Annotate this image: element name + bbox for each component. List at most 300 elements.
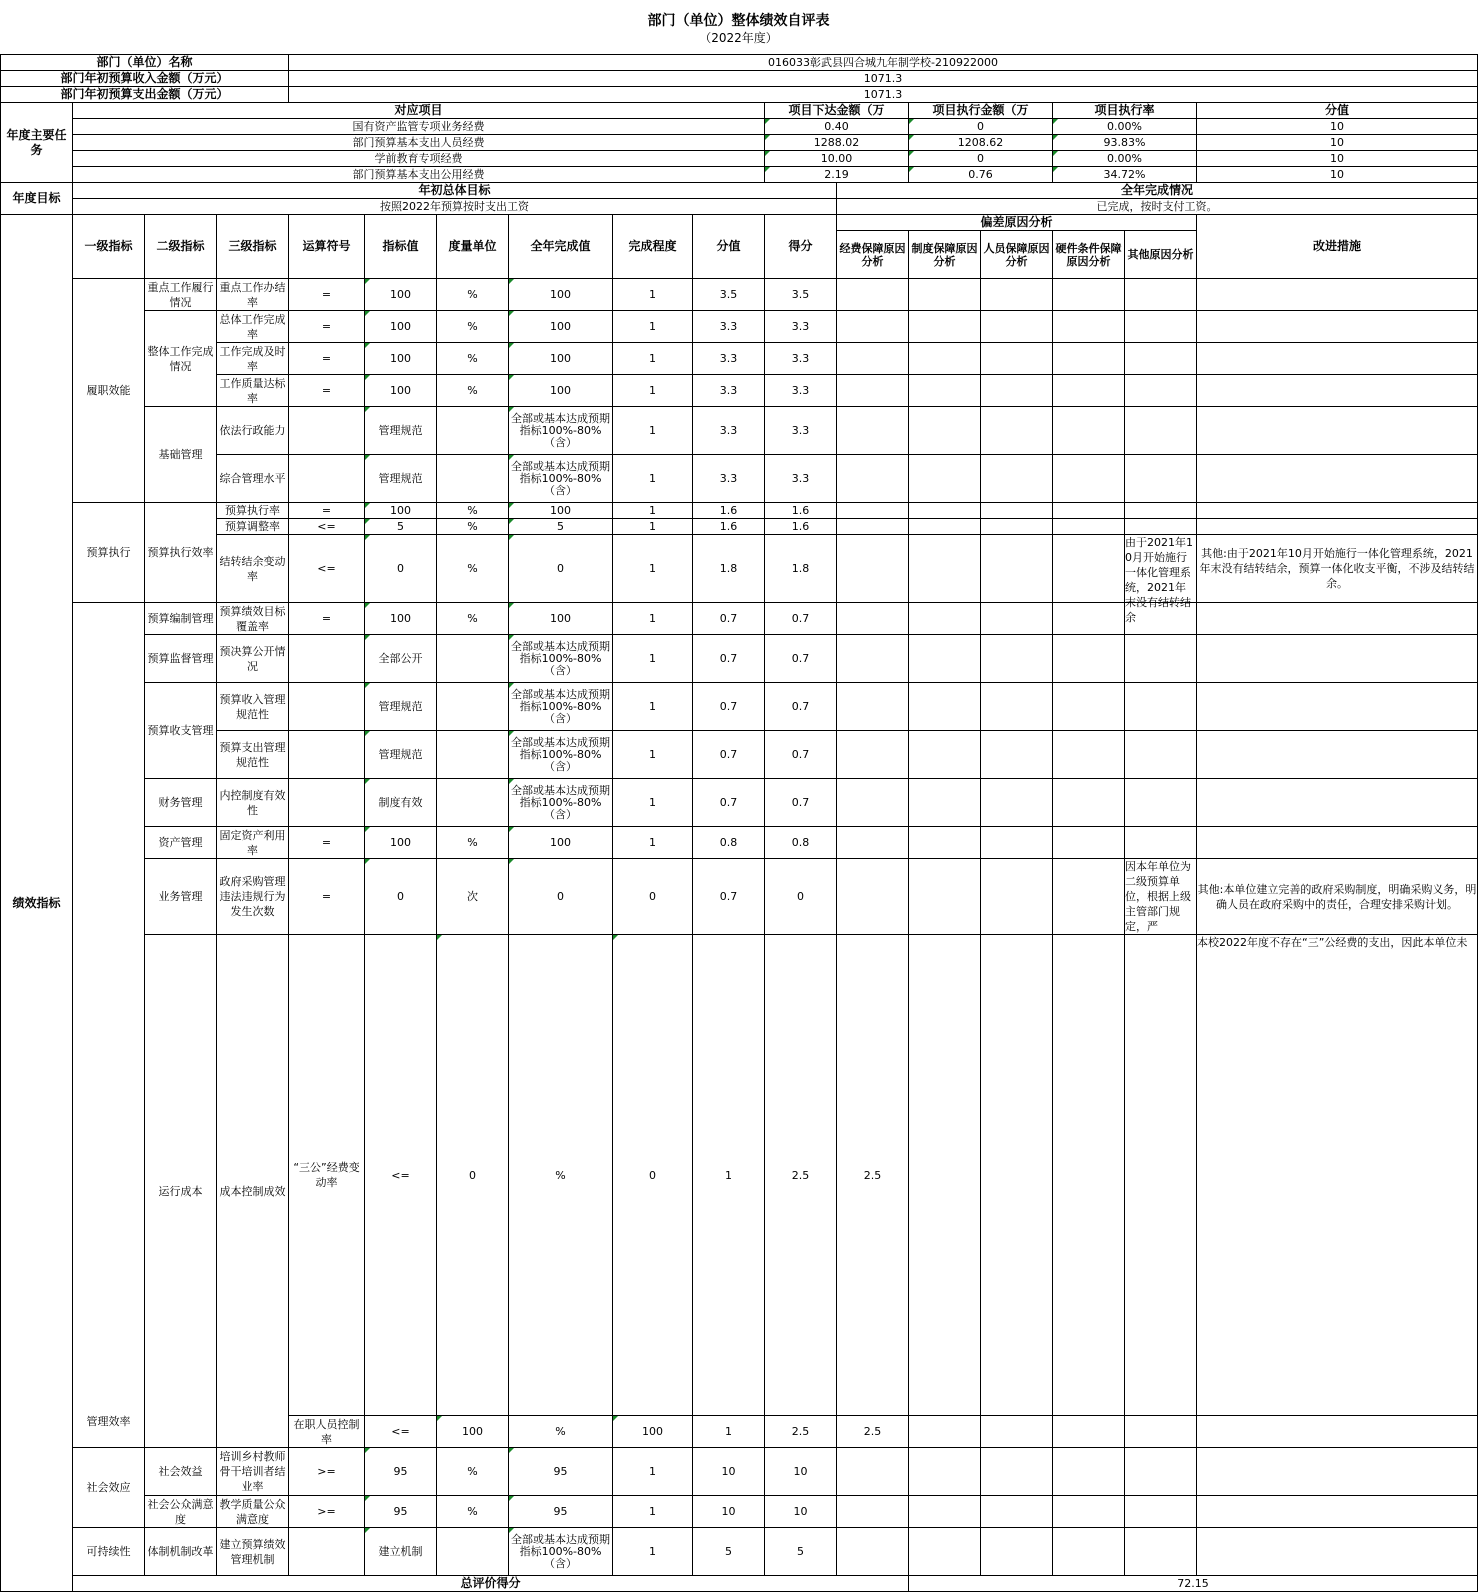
tasks-header-issued: 项目下达金额（万 <box>765 103 909 119</box>
task-row <box>1 151 1478 167</box>
unit-cell: % <box>437 375 509 407</box>
total-label: 总评价得分 <box>73 1576 909 1592</box>
got-cell: 10 <box>765 1448 837 1496</box>
indicator-row <box>1 731 1478 779</box>
score-cell: 0.7 <box>693 603 765 635</box>
degree-cell: 1 <box>613 635 693 683</box>
dept-name-row <box>1 55 1478 71</box>
actual-cell: 全部或基本达成预期指标100%-80%（含） <box>509 779 613 827</box>
got-cell: 3.3 <box>765 455 837 503</box>
staff-reason-cell <box>981 635 1053 683</box>
score-cell: 1.6 <box>693 519 765 535</box>
target-cell: 100 <box>365 503 437 519</box>
operator-cell: = <box>289 279 365 311</box>
funding-reason-cell <box>837 1528 909 1576</box>
evaluation-table <box>0 54 1478 1592</box>
funding-reason-cell <box>837 1496 909 1528</box>
task-row <box>1 167 1478 183</box>
operator-cell: <= <box>289 519 365 535</box>
dept-expense-label: 部门年初预算支出金额（万元） <box>1 87 289 103</box>
degree-cell: 1 <box>613 535 693 603</box>
actual-cell: 100 <box>509 343 613 375</box>
indicator-row <box>1 535 1478 603</box>
staff-reason-cell <box>981 407 1053 455</box>
staff-reason-cell <box>981 343 1053 375</box>
improve-header: 改进措施 <box>1197 215 1478 279</box>
funding-reason-cell <box>837 1448 909 1496</box>
operator-cell: <= <box>365 1416 437 1448</box>
level3-cell: 综合管理水平 <box>217 455 289 503</box>
perf-header-row <box>1 215 1478 231</box>
actual-cell: 100 <box>509 603 613 635</box>
score-cell: 1.8 <box>693 535 765 603</box>
system-reason-cell <box>909 407 981 455</box>
unit-cell: % <box>509 1416 613 1448</box>
actual-cell: 全部或基本达成预期指标100%-80%（含） <box>509 683 613 731</box>
target-cell: 0 <box>437 935 509 1416</box>
got-cell: 1.6 <box>765 503 837 519</box>
level2-cell: 业务管理 <box>145 859 217 935</box>
hardware-reason-cell <box>1125 1416 1197 1448</box>
tasks-header-project: 对应项目 <box>73 103 765 119</box>
target-cell: 管理规范 <box>365 455 437 503</box>
task-project: 国有资产监管专项业务经费 <box>73 119 765 135</box>
degree-cell: 1 <box>613 1528 693 1576</box>
other-reason-cell <box>1125 279 1197 311</box>
goal-header-completion: 全年完成情况 <box>837 183 1478 199</box>
target-cell: 95 <box>365 1496 437 1528</box>
hardware-reason-cell <box>1053 455 1125 503</box>
degree-cell: 1 <box>613 311 693 343</box>
indicator-row <box>1 503 1478 519</box>
funding-reason-cell <box>837 603 909 635</box>
system-reason-cell <box>909 455 981 503</box>
system-reason-cell <box>909 343 981 375</box>
target-cell: 全部公开 <box>365 635 437 683</box>
unit-cell: % <box>509 935 613 1416</box>
system-reason-cell <box>909 635 981 683</box>
staff-reason-cell <box>1053 1416 1125 1448</box>
task-executed: 0.76 <box>909 167 1053 183</box>
staff-reason-cell <box>981 455 1053 503</box>
hardware-reason-cell <box>1053 731 1125 779</box>
level3-cell: 建立预算绩效管理机制 <box>217 1528 289 1576</box>
staff-reason-cell <box>981 503 1053 519</box>
system-reason-cell <box>909 519 981 535</box>
funding-reason-cell <box>837 827 909 859</box>
level3-cell: 政府采购管理违法违规行为发生次数 <box>217 859 289 935</box>
indicator-row <box>1 779 1478 827</box>
level3-cell: 预算执行率 <box>217 503 289 519</box>
unit-cell: % <box>437 535 509 603</box>
level2-cell: 体制机制改革 <box>145 1528 217 1576</box>
got-cell: 1.6 <box>765 519 837 535</box>
task-executed: 1208.62 <box>909 135 1053 151</box>
level2-cell: 预算编制管理 <box>145 603 217 635</box>
target-cell: 管理规范 <box>365 683 437 731</box>
level2-cell: 成本控制成效 <box>217 935 289 1448</box>
hardware-reason-cell <box>1053 503 1125 519</box>
degree-cell: 0 <box>613 859 693 935</box>
degree-cell: 1 <box>613 375 693 407</box>
degree-cell: 1 <box>693 1416 765 1448</box>
staff-reason-cell <box>981 859 1053 935</box>
actual-cell: 全部或基本达成预期指标100%-80%（含） <box>509 731 613 779</box>
task-score: 10 <box>1197 119 1478 135</box>
level1-cell: 运行成本 <box>145 935 217 1448</box>
unit-cell: % <box>437 603 509 635</box>
degree-cell: 1 <box>613 1496 693 1528</box>
level3-cell: 结转结余变动率 <box>217 535 289 603</box>
task-project: 部门预算基本支出人员经费 <box>73 135 765 151</box>
unit-cell: % <box>437 311 509 343</box>
other-reason-cell <box>1197 1416 1478 1448</box>
funding-reason-cell <box>909 935 981 1416</box>
other-reason-cell <box>1125 779 1197 827</box>
score-cell: 3.3 <box>693 311 765 343</box>
staff-reason-cell <box>981 683 1053 731</box>
improve-cell <box>1197 503 1478 519</box>
hardware-reason-cell <box>1053 859 1125 935</box>
got-cell: 0.7 <box>765 603 837 635</box>
actual-cell: 100 <box>509 375 613 407</box>
other-reason-text: 本校2022年度不存在“三”公经费的支出，因此本单位未 <box>1197 936 1468 949</box>
actual-cell: 全部或基本达成预期指标100%-80%（含） <box>509 455 613 503</box>
system-reason-cell <box>909 503 981 519</box>
level1-cell: 履职效能 <box>73 279 145 503</box>
operator-cell: = <box>289 827 365 859</box>
unit-cell <box>437 635 509 683</box>
unit-cell <box>437 407 509 455</box>
system-reason-cell <box>909 779 981 827</box>
indicator-row <box>1 1448 1478 1496</box>
unit-cell: % <box>437 279 509 311</box>
deviation-header-system: 制度保障原因分析 <box>909 231 981 279</box>
actual-cell: 全部或基本达成预期指标100%-80%（含） <box>509 1528 613 1576</box>
level2-cell: 预算执行效率 <box>145 503 217 603</box>
actual-cell: 0 <box>509 535 613 603</box>
task-issued: 10.00 <box>765 151 909 167</box>
task-executed: 0 <box>909 119 1053 135</box>
operator-cell <box>289 635 365 683</box>
actual-cell: 全部或基本达成预期指标100%-80%（含） <box>509 635 613 683</box>
score-cell: 3.3 <box>693 343 765 375</box>
indicator-row <box>1 375 1478 407</box>
level3-cell: 内控制度有效性 <box>217 779 289 827</box>
goal-header-initial: 年初总体目标 <box>73 183 837 199</box>
score-cell: 10 <box>693 1496 765 1528</box>
target-cell: 管理规范 <box>365 407 437 455</box>
hardware-reason-cell <box>1053 407 1125 455</box>
level2-cell: 财务管理 <box>145 779 217 827</box>
hardware-reason-cell <box>1053 343 1125 375</box>
degree-cell: 1 <box>613 731 693 779</box>
header-level2: 二级指标 <box>145 215 217 279</box>
deviation-header-hardware: 硬件条件保障原因分析 <box>1053 231 1125 279</box>
staff-reason-cell <box>981 311 1053 343</box>
staff-reason-cell <box>981 519 1053 535</box>
hardware-reason-cell <box>1053 1496 1125 1528</box>
hardware-reason-cell <box>1053 279 1125 311</box>
target-cell: 100 <box>365 827 437 859</box>
staff-reason-cell <box>981 1528 1053 1576</box>
indicator-row <box>1 827 1478 859</box>
actual-cell: 100 <box>509 279 613 311</box>
hardware-reason-cell <box>1053 1528 1125 1576</box>
system-reason-cell <box>981 935 1053 1416</box>
actual-cell: 100 <box>509 827 613 859</box>
indicator-row <box>1 859 1478 935</box>
hardware-reason-cell <box>1053 311 1125 343</box>
operator-cell: = <box>289 311 365 343</box>
score-cell: 3.5 <box>693 279 765 311</box>
task-rate: 0.00% <box>1053 119 1197 135</box>
dept-expense-value: 1071.3 <box>289 87 1478 103</box>
level3-cell: 培训乡村教师骨干培训者结业率 <box>217 1448 289 1496</box>
other-reason-cell <box>1125 535 1197 624</box>
hardware-reason-cell <box>1053 603 1125 635</box>
other-reason-cell <box>1125 407 1197 455</box>
level2-cell: 资产管理 <box>145 827 217 859</box>
staff-reason-cell <box>1053 935 1125 1416</box>
score-cell: 0.7 <box>693 779 765 827</box>
dept-name-label: 部门（单位）名称 <box>1 55 289 71</box>
other-reason-cell <box>1125 827 1197 859</box>
system-reason-cell <box>909 1448 981 1496</box>
task-rate: 93.83% <box>1053 135 1197 151</box>
operator-cell <box>289 731 365 779</box>
actual-cell: 100 <box>509 503 613 519</box>
target-cell: 100 <box>365 375 437 407</box>
system-reason-cell <box>909 603 981 635</box>
got-cell: 0.7 <box>765 683 837 731</box>
score-cell: 3.3 <box>693 375 765 407</box>
target-cell: 0 <box>365 859 437 935</box>
system-reason-cell <box>909 375 981 407</box>
got-cell: 1.8 <box>765 535 837 603</box>
actual-cell: 5 <box>509 519 613 535</box>
operator-cell <box>289 407 365 455</box>
system-reason-cell <box>981 1416 1053 1448</box>
indicator-row <box>1 407 1478 455</box>
other-reason-cell <box>1125 1528 1197 1576</box>
header-operator: 运算符号 <box>289 215 365 279</box>
got-cell: 5 <box>765 1528 837 1576</box>
other-reason-cell <box>1125 455 1197 503</box>
task-issued: 0.40 <box>765 119 909 135</box>
got-cell: 2.5 <box>837 935 909 1416</box>
system-reason-cell <box>909 827 981 859</box>
got-cell: 10 <box>765 1496 837 1528</box>
improve-cell <box>1197 603 1478 635</box>
level2-cell: 预算收支管理 <box>145 683 217 779</box>
score-cell: 0.8 <box>693 827 765 859</box>
level1-cell: 预算执行 <box>73 503 145 603</box>
hardware-reason-cell <box>1053 827 1125 859</box>
score-cell: 2.5 <box>765 1416 837 1448</box>
degree-cell: 1 <box>693 935 765 1416</box>
header-level3: 三级指标 <box>217 215 289 279</box>
got-cell: 0.8 <box>765 827 837 859</box>
got-cell: 3.5 <box>765 279 837 311</box>
hardware-reason-cell <box>1053 779 1125 827</box>
operator-cell <box>289 779 365 827</box>
score-cell: 5 <box>693 1528 765 1576</box>
level3-cell: 固定资产利用率 <box>217 827 289 859</box>
degree-cell: 1 <box>613 827 693 859</box>
indicator-row <box>1 935 1478 1416</box>
tasks-label: 年度主要任务 <box>1 103 73 183</box>
hardware-reason-cell <box>1053 519 1125 535</box>
unit-cell <box>437 683 509 731</box>
level3-cell: “三公”经费变动率 <box>289 935 365 1416</box>
improve-cell <box>1197 407 1478 455</box>
other-reason-text: 因本年单位为二级预算单位，根据上级主管部门规定，严 <box>1125 860 1192 933</box>
funding-reason-cell <box>837 519 909 535</box>
deviation-title: 偏差原因分析 <box>837 215 1197 231</box>
operator-cell <box>289 455 365 503</box>
header-degree: 完成程度 <box>613 215 693 279</box>
indicator-row <box>1 455 1478 503</box>
improve-cell: 其他:本单位建立完善的政府采购制度，明确采购义务，明确人员在政府采购中的责任，合理安排采购计划。 <box>1197 859 1478 935</box>
funding-reason-cell <box>837 311 909 343</box>
task-issued: 1288.02 <box>765 135 909 151</box>
operator-cell: = <box>289 503 365 519</box>
funding-reason-cell <box>837 455 909 503</box>
indicator-row <box>1 343 1478 375</box>
actual-cell: 95 <box>509 1448 613 1496</box>
dept-income-label: 部门年初预算收入金额（万元） <box>1 71 289 87</box>
staff-reason-cell <box>981 603 1053 635</box>
indicator-row <box>1 683 1478 731</box>
improve-cell <box>1197 455 1478 503</box>
other-reason-cell <box>1125 859 1197 935</box>
got-cell: 0.7 <box>765 635 837 683</box>
other-reason-cell <box>1125 635 1197 683</box>
actual-cell: 0 <box>509 859 613 935</box>
operator-cell: <= <box>289 535 365 603</box>
system-reason-cell <box>909 859 981 935</box>
operator-cell: = <box>289 343 365 375</box>
deviation-header-funding: 经费保障原因分析 <box>837 231 909 279</box>
degree-cell: 1 <box>613 603 693 635</box>
unit-cell: % <box>437 519 509 535</box>
level3-cell: 重点工作办结率 <box>217 279 289 311</box>
other-reason-cell <box>1197 935 1478 1416</box>
indicator-row <box>1 635 1478 683</box>
staff-reason-cell <box>981 1496 1053 1528</box>
improve-cell <box>1197 1496 1478 1528</box>
degree-cell: 1 <box>613 407 693 455</box>
operator-cell <box>289 1528 365 1576</box>
hardware-reason-cell <box>1053 535 1125 603</box>
funding-reason-cell <box>837 343 909 375</box>
task-score: 10 <box>1197 167 1478 183</box>
level3-cell: 在职人员控制率 <box>289 1416 365 1448</box>
level1-cell: 可持续性 <box>73 1528 145 1576</box>
operator-cell: >= <box>289 1496 365 1528</box>
goal-initial-text: 按照2022年预算按时支出工资 <box>73 199 837 215</box>
level3-cell: 依法行政能力 <box>217 407 289 455</box>
funding-reason-cell <box>837 683 909 731</box>
hardware-reason-cell <box>1053 375 1125 407</box>
deviation-header-staff: 人员保障原因分析 <box>981 231 1053 279</box>
score-cell: 0.7 <box>693 859 765 935</box>
level3-cell: 预算支出管理规范性 <box>217 731 289 779</box>
unit-cell <box>437 1528 509 1576</box>
funding-reason-cell <box>837 279 909 311</box>
funding-reason-cell <box>837 859 909 935</box>
task-score: 10 <box>1197 151 1478 167</box>
level2-cell: 社会效益 <box>145 1448 217 1496</box>
task-rate: 0.00% <box>1053 151 1197 167</box>
perf-label: 绩效指标 <box>1 215 73 1592</box>
target-cell: 95 <box>365 1448 437 1496</box>
improve-cell <box>1197 519 1478 535</box>
other-reason-cell <box>1125 1448 1197 1496</box>
operator-cell: <= <box>365 935 437 1416</box>
degree-cell: 1 <box>613 503 693 519</box>
goal-header-row <box>1 183 1478 199</box>
target-cell: 100 <box>365 279 437 311</box>
funding-reason-cell <box>837 535 909 603</box>
indicator-row <box>1 311 1478 343</box>
degree-cell: 1 <box>613 279 693 311</box>
other-reason-cell <box>1125 1496 1197 1528</box>
score-cell: 3.3 <box>693 407 765 455</box>
other-reason-cell <box>1125 603 1197 635</box>
system-reason-cell <box>909 535 981 603</box>
level3-cell: 工作质量达标率 <box>217 375 289 407</box>
indicator-row <box>1 1496 1478 1528</box>
level3-cell: 教学质量公众满意度 <box>217 1496 289 1528</box>
other-reason-cell <box>1125 375 1197 407</box>
indicator-row <box>1 1528 1478 1576</box>
hardware-reason-cell <box>1053 683 1125 731</box>
target-cell: 0 <box>365 535 437 603</box>
level3-cell: 工作完成及时率 <box>217 343 289 375</box>
system-reason-cell <box>909 1528 981 1576</box>
level2-cell: 社会公众满意度 <box>145 1496 217 1528</box>
other-reason-cell <box>1125 311 1197 343</box>
improve-cell <box>1197 343 1478 375</box>
improve-cell: 其他:由于2021年10月开始施行一体化管理系统，2021年末没有结转结余，预算一体化收支平衡，不涉及结转结余。 <box>1197 535 1478 603</box>
task-project: 部门预算基本支出公用经费 <box>73 167 765 183</box>
got-cell: 3.3 <box>765 343 837 375</box>
actual-cell: 100 <box>509 311 613 343</box>
goal-label: 年度目标 <box>1 183 73 215</box>
task-rate: 34.72% <box>1053 167 1197 183</box>
operator-cell: = <box>289 603 365 635</box>
level3-cell: 总体工作完成率 <box>217 311 289 343</box>
got-cell: 2.5 <box>837 1416 909 1448</box>
improve-cell <box>1197 311 1478 343</box>
task-score: 10 <box>1197 135 1478 151</box>
unit-cell <box>437 731 509 779</box>
unit-cell: 次 <box>437 859 509 935</box>
task-project: 学前教育专项经费 <box>73 151 765 167</box>
funding-reason-cell <box>837 407 909 455</box>
target-cell: 管理规范 <box>365 731 437 779</box>
other-reason-cell <box>1125 519 1197 535</box>
header-actual: 全年完成值 <box>509 215 613 279</box>
unit-cell: % <box>437 827 509 859</box>
unit-cell: % <box>437 1448 509 1496</box>
score-cell: 0.7 <box>693 731 765 779</box>
dept-expense-row <box>1 87 1478 103</box>
total-value: 72.15 <box>909 1576 1478 1592</box>
unit-cell: % <box>437 1496 509 1528</box>
